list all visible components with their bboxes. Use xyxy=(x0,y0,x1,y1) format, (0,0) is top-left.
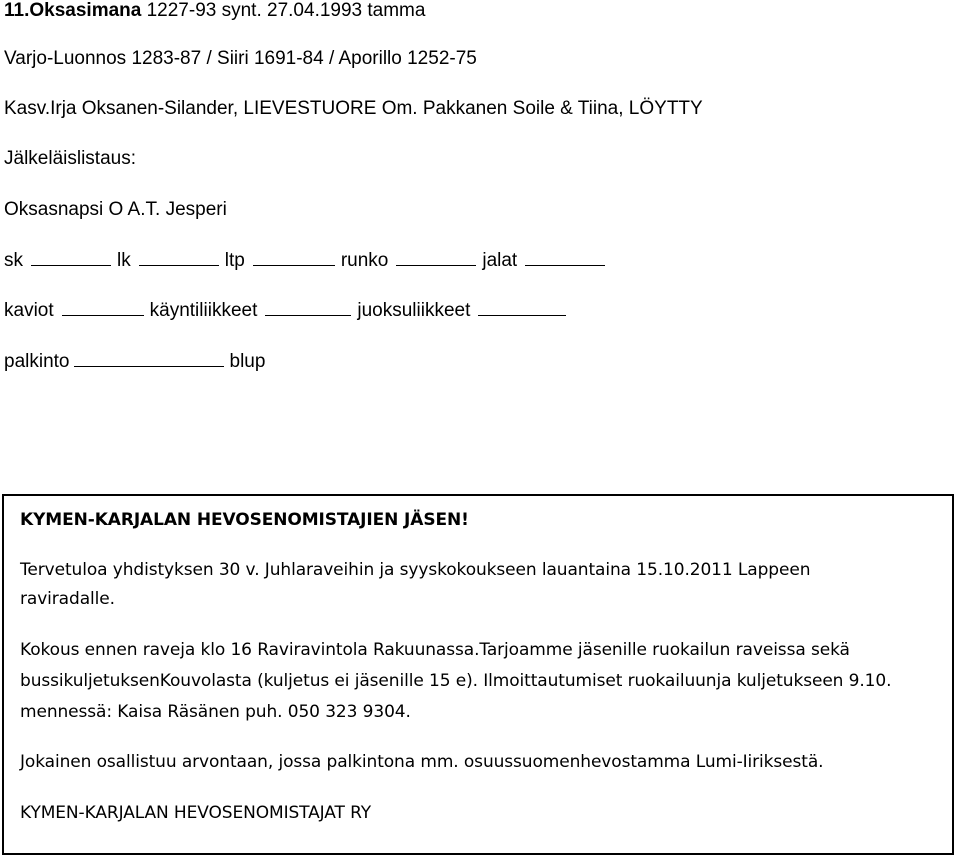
field-label-runko: runko xyxy=(340,250,389,271)
field-blank-sk[interactable] xyxy=(31,249,111,266)
horse-heading xyxy=(4,0,425,22)
offspring-label: Jälkeläislistaus: xyxy=(4,148,136,169)
field-blank-palkinto[interactable] xyxy=(74,350,224,367)
notice-heading: KYMEN-KARJALAN HEVOSENOMISTAJIEN JÄSEN! xyxy=(20,510,469,530)
horse-name: 11.Oksasimana xyxy=(4,0,142,21)
field-label-palkinto: palkinto xyxy=(4,351,70,372)
horse-pedigree: Varjo-Luonnos 1283-87 / Siiri 1691-84 / Aporillo 1252-75 xyxy=(4,48,477,69)
field-label-ltp: ltp xyxy=(224,250,245,271)
score-row-1 xyxy=(4,249,611,272)
field-label-lk: lk xyxy=(117,250,131,271)
notice-lottery: Jokainen osallistuu arvontaan, jossa palkintona mm. osuussuomenhevostamma Lumi-Iiriksestä. xyxy=(20,752,824,772)
field-blank-kaviot[interactable] xyxy=(62,299,144,316)
field-blank-kayntiliikkeet[interactable] xyxy=(265,299,351,316)
member-notice-box xyxy=(2,494,954,855)
field-blank-runko[interactable] xyxy=(396,249,476,266)
field-blank-ltp[interactable] xyxy=(253,249,335,266)
score-row-2 xyxy=(4,299,572,322)
notice-meeting-line-3: mennessä: Kaisa Räsänen puh. 050 323 9304. xyxy=(20,702,411,722)
field-blank-juoksuliikkeet[interactable] xyxy=(478,299,566,316)
offspring-entry: Oksasnapsi O A.T. Jesperi xyxy=(4,199,227,220)
notice-meeting-line-1: Kokous ennen raveja klo 16 Raviravintola Rakuunassa.Tarjoamme jäsenille ruokailun raveissa sekä xyxy=(20,640,850,660)
field-label-blup: blup xyxy=(229,351,266,372)
notice-welcome-line-2: raviradalle. xyxy=(20,589,115,609)
field-label-jalat: jalat xyxy=(482,250,518,271)
notice-signature: KYMEN-KARJALAN HEVOSENOMISTAJAT RY xyxy=(20,803,371,823)
field-label-sk: sk xyxy=(4,250,23,271)
field-label-kayntiliikkeet: käyntiliikkeet xyxy=(149,300,258,321)
horse-owner-breeder: Kasv.Irja Oksanen-Silander, LIEVESTUORE Om. Pakkanen Soile & Tiina, LÖYTTY xyxy=(4,98,703,119)
field-blank-jalat[interactable] xyxy=(525,249,605,266)
notice-meeting-line-2: bussikuljetuksenKouvolasta (kuljetus ei jäsenille 15 e). Ilmoittautumiset ruokailuunja kuljetukseen 9.10. xyxy=(20,671,892,691)
score-row-3 xyxy=(4,350,265,373)
field-label-kaviot: kaviot xyxy=(4,300,54,321)
horse-registration: 1227-93 synt. 27.04.1993 tamma xyxy=(141,0,426,21)
notice-welcome-line-1: Tervetuloa yhdistyksen 30 v. Juhlaraveihin ja syyskokoukseen lauantaina 15.10.2011 Lappeen xyxy=(20,560,811,580)
field-blank-lk[interactable] xyxy=(139,249,219,266)
field-label-juoksuliikkeet: juoksuliikkeet xyxy=(357,300,471,321)
